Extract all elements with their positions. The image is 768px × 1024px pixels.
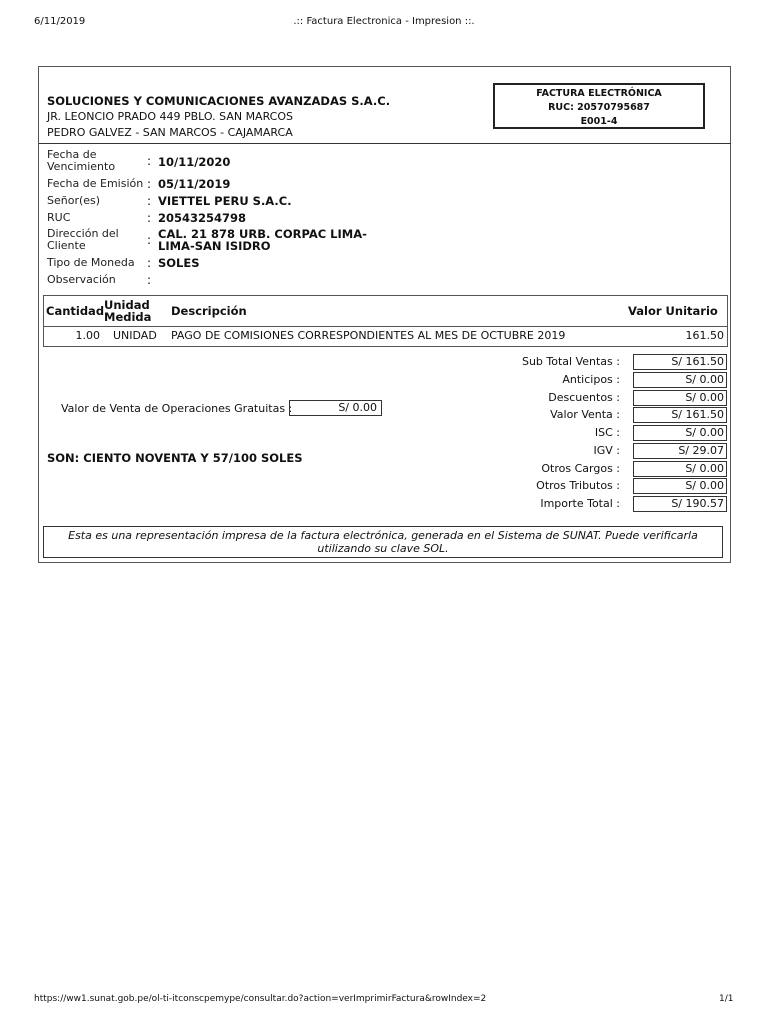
items-table	[43, 295, 728, 347]
direccion-label-line-1: Dirección del	[47, 227, 119, 240]
header-cantidad: Cantidad	[46, 304, 105, 318]
senor-value: VIETTEL PERU S.A.C.	[158, 194, 292, 208]
total-value-subtotal: S/ 161.50	[633, 354, 727, 370]
sunat-note: Esta es una representación impresa de la factura electrónica, generada en el Sistema de SUNAT. Puede verificarla utilizando su clave SOL.	[43, 526, 723, 558]
total-value-isc: S/ 0.00	[633, 425, 727, 441]
colon: :	[147, 273, 152, 287]
row-descripcion: PAGO DE COMISIONES CORRESPONDIENTES AL MES DE OCTUBRE 2019	[171, 329, 566, 342]
table-row	[44, 327, 727, 346]
emision-value: 05/11/2019	[158, 177, 231, 191]
row-cantidad: 1.00	[75, 329, 100, 342]
total-label-otros-tributos: Otros Tributos :	[536, 479, 620, 492]
colon: :	[147, 177, 152, 191]
header-unidad-line-2: Medida	[104, 310, 152, 324]
emision-label: Fecha de Emisión	[47, 177, 144, 190]
vencimiento-value: 10/11/2020	[158, 155, 231, 169]
total-value-valor-venta: S/ 161.50	[633, 407, 727, 423]
total-label-importe-total: Importe Total :	[540, 497, 620, 510]
header-unidad-line-1: Unidad	[104, 298, 150, 312]
moneda-value: SOLES	[158, 256, 200, 270]
colon: :	[147, 233, 152, 247]
issuer-name: SOLUCIONES Y COMUNICACIONES AVANZADAS S.A.C.	[47, 94, 391, 108]
amount-in-words: SON: CIENTO NOVENTA Y 57/100 SOLES	[47, 451, 303, 465]
header-descripcion: Descripción	[171, 304, 247, 318]
total-value-descuentos: S/ 0.00	[633, 390, 727, 406]
total-label-valor-venta: Valor Venta :	[550, 408, 620, 421]
vencimiento-label	[47, 149, 115, 173]
vencimiento-label-line-1: Fecha de	[47, 148, 97, 161]
total-value-otros-tributos: S/ 0.00	[633, 478, 727, 494]
header-unidad	[104, 299, 151, 323]
direccion-label-line-2: Cliente	[47, 239, 86, 252]
direccion-line-1: CAL. 21 878 URB. CORPAC LIMA-	[158, 227, 367, 241]
total-label-igv: IGV :	[593, 444, 620, 457]
header-divider	[39, 143, 731, 144]
document-ruc: RUC: 20570795687	[548, 102, 650, 113]
direccion-line-2: LIMA-SAN ISIDRO	[158, 239, 271, 253]
row-valor-unitario: 161.50	[685, 329, 724, 342]
header-valor-unitario: Valor Unitario	[628, 304, 718, 318]
total-value-anticipos: S/ 0.00	[633, 372, 727, 388]
print-title: .:: Factura Electronica - Impresion ::.	[293, 16, 475, 27]
document-number: E001-4	[580, 116, 618, 127]
ruc-label: RUC	[47, 211, 71, 224]
total-value-igv: S/ 29.07	[633, 443, 727, 459]
colon: :	[147, 194, 152, 208]
print-page-number: 1/1	[719, 994, 734, 1004]
observacion-label: Observación	[47, 273, 116, 286]
gratuitas-value: S/ 0.00	[289, 400, 382, 416]
direccion-value	[158, 228, 367, 252]
invoice	[38, 66, 731, 563]
gratuitas-label: Valor de Venta de Operaciones Gratuitas :	[61, 402, 293, 415]
total-label-subtotal: Sub Total Ventas :	[521, 355, 620, 368]
moneda-label: Tipo de Moneda	[47, 256, 135, 269]
total-label-descuentos: Descuentos :	[548, 391, 620, 404]
colon: :	[147, 211, 152, 225]
print-date: 6/11/2019	[34, 16, 86, 27]
total-value-otros-cargos: S/ 0.00	[633, 461, 727, 477]
document-id-box	[493, 83, 705, 129]
total-label-anticipos: Anticipos :	[562, 373, 620, 386]
issuer-address-1: JR. LEONCIO PRADO 449 PBLO. SAN MARCOS	[47, 110, 293, 123]
document-type: FACTURA ELECTRÓNICA	[536, 88, 662, 99]
colon: :	[147, 154, 152, 168]
vencimiento-label-line-2: Vencimiento	[47, 160, 116, 173]
issuer-address-2: PEDRO GALVEZ - SAN MARCOS - CAJAMARCA	[47, 126, 293, 139]
ruc-value: 20543254798	[158, 211, 247, 225]
colon: :	[147, 256, 152, 270]
total-label-isc: ISC :	[594, 426, 620, 439]
direccion-label	[47, 228, 119, 252]
total-value-importe-total: S/ 190.57	[633, 496, 727, 512]
total-label-otros-cargos: Otros Cargos :	[541, 462, 620, 475]
row-unidad: UNIDAD	[113, 329, 157, 342]
print-url: https://ww1.sunat.gob.pe/ol-ti-itconscpemype/consultar.do?action=verImprimirFactura&rowIndex=2	[34, 994, 487, 1004]
senor-label: Señor(es)	[47, 194, 101, 207]
